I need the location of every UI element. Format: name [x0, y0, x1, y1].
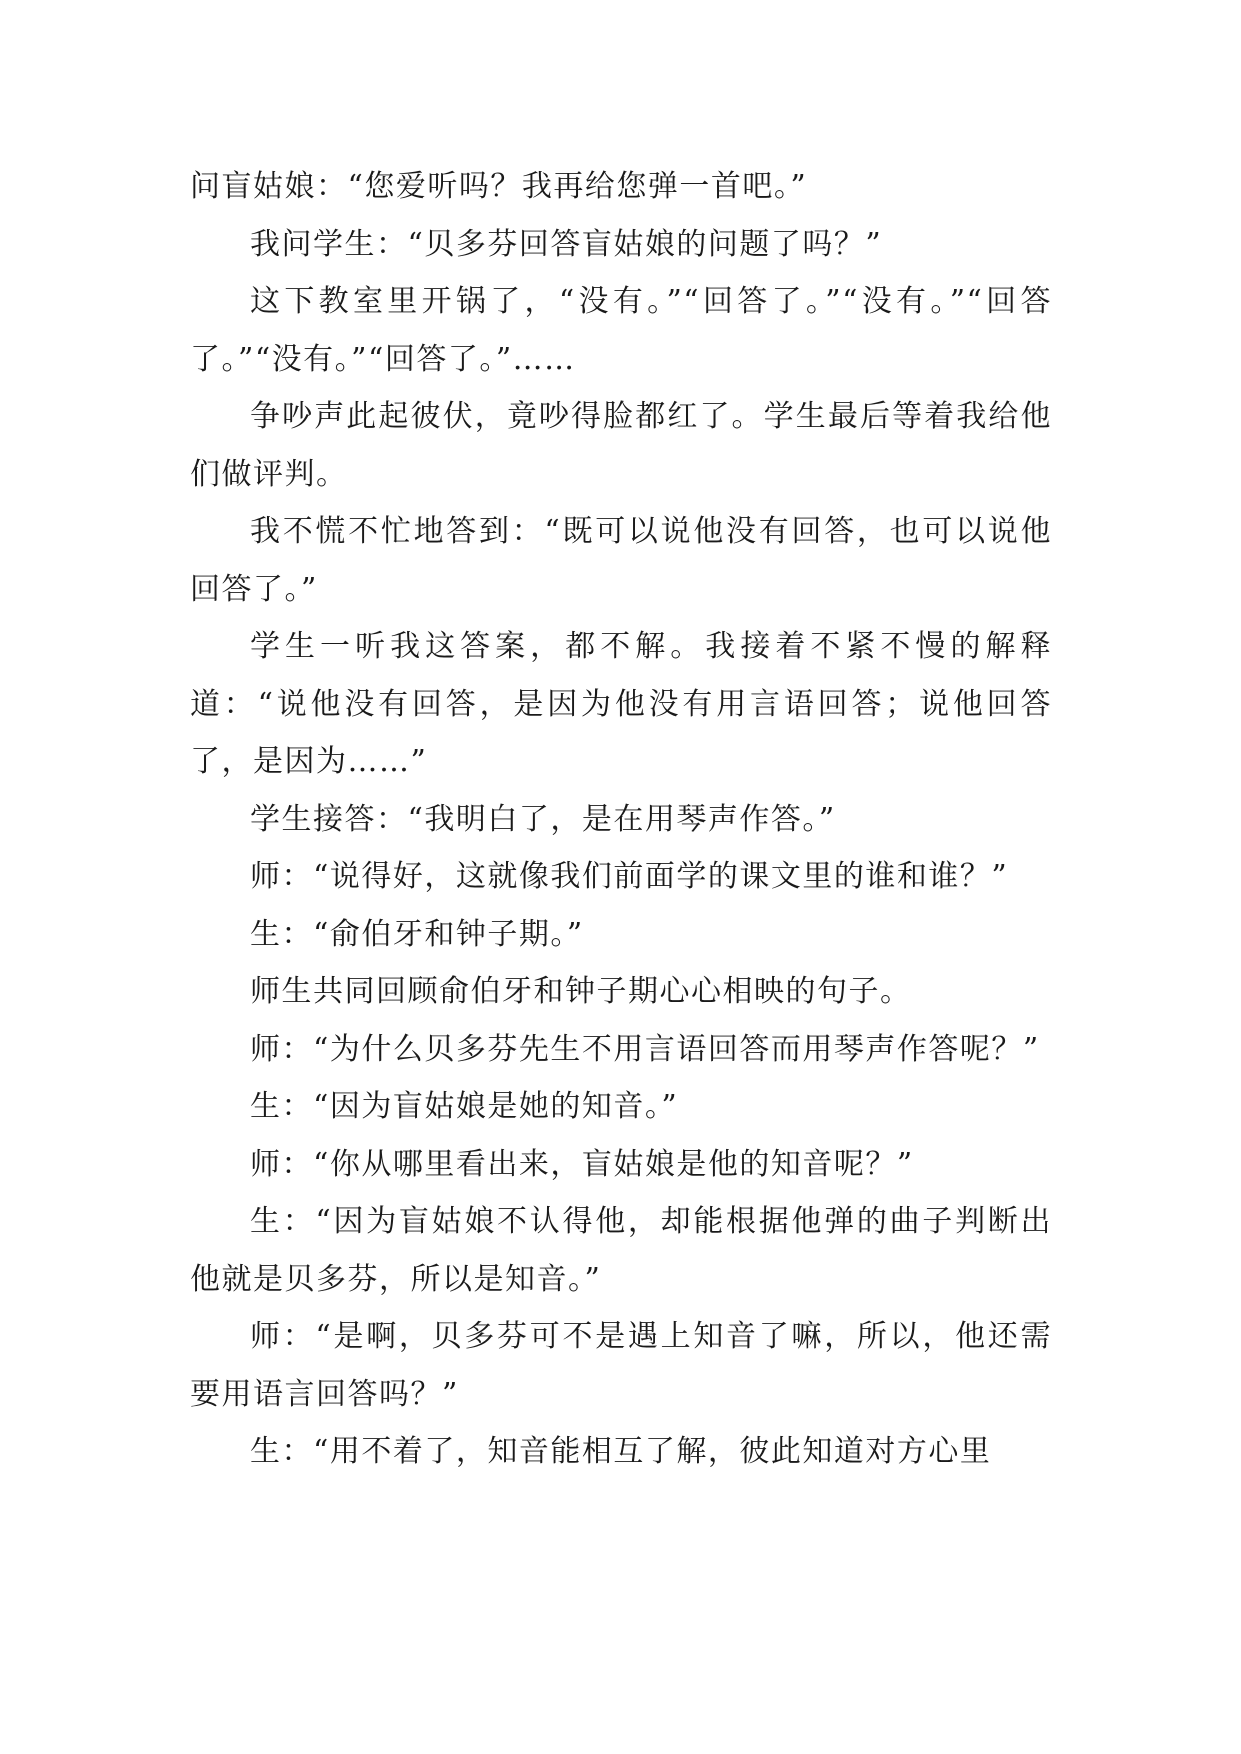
paragraph: 生：“因为盲姑娘是她的知音。”: [250, 1089, 679, 1124]
paragraph: 我不慌不忙地答到：“既可以说他没有回答，也可以说他回答了。”: [190, 514, 1052, 607]
paragraph: 争吵声此起彼伏，竟吵得脸都红了。学生最后等着我给他们做评判。: [190, 399, 1052, 492]
paragraph: 生：“俞伯牙和钟子期。”: [250, 916, 584, 952]
paragraph: 师生共同回顾俞伯牙和钟子期心心相映的句子。: [250, 974, 912, 1009]
paragraph: 生：“因为盲姑娘不认得他，却能根据他弹的曲子判断出他就是贝多芬，所以是知音。”: [190, 1204, 1052, 1297]
paragraph: 问盲姑娘：“您爱听吗？我再给您弹一首吧。”: [190, 169, 808, 204]
paragraph: 师：“是啊，贝多芬可不是遇上知音了嘛，所以，他还需要用语言回答吗？”: [190, 1319, 1052, 1412]
paragraph: 这下教室里开锅了，“没有。”“回答了。”“没有。”“回答了。”“没有。”“回答了。”……: [190, 284, 1052, 377]
paragraph: 学生一听我这答案，都不解。我接着不紧不慢的解释道：“说他没有回答，是因为他没有用言语回答；说他回答了，是因为……”: [190, 629, 1052, 779]
paragraph: 我问学生：“贝多芬回答盲姑娘的问题了吗？”: [250, 226, 883, 262]
paragraph: 师：“你从哪里看出来，盲姑娘是他的知音呢？”: [250, 1146, 914, 1182]
paragraph: 生：“用不着了，知音能相互了解，彼此知道对方心里: [250, 1434, 992, 1469]
paragraph: 师：“说得好，这就像我们前面学的课文里的谁和谁？”: [250, 859, 1009, 894]
document-body: [190, 158, 1052, 1481]
paragraph: 师：“为什么贝多芬先生不用言语回答而用琴声作答呢？”: [250, 1031, 1040, 1067]
paragraph: 学生接答：“我明白了，是在用琴声作答。”: [250, 801, 836, 837]
